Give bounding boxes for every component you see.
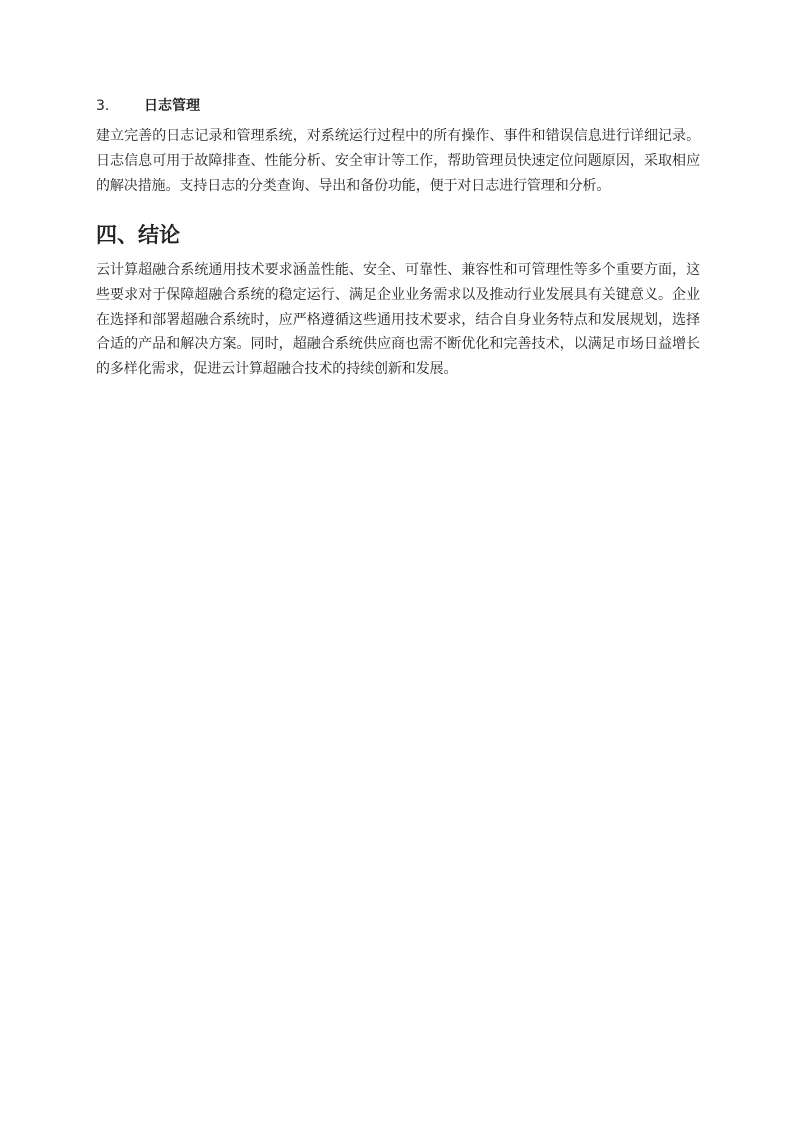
subsection-number: 3. <box>96 98 110 114</box>
subsection-heading <box>96 96 200 116</box>
subsection-title: 日志管理 <box>144 98 200 114</box>
log-management-paragraph: 建立完善的日志记录和管理系统，对系统运行过程中的所有操作、事件和错误信息进行详细记录。日志信息可用于故障排查、性能分析、安全审计等工作，帮助管理员快速定位问题原因，采取相应的解决措施。支持日志的分类查询、导出和备份功能，便于对日志进行管理和分析。 <box>96 128 700 194</box>
conclusion-paragraph: 云计算超融合系统通用技术要求涵盖性能、安全、可靠性、兼容性和可管理性等多个重要方面，这些要求对于保障超融合系统的稳定运行、满足企业业务需求以及推动行业发展具有关键意义。企业在选择和部署超融合系统时，应严格遵循这些通用技术要求，结合自身业务特点和发展规划，选择合适的产品和解决方案。同时，超融合系统供应商也需不断优化和完善技术，以满足市场日益增长的多样化需求，促进云计算超融合技术的持续创新和发展。 <box>96 262 700 378</box>
section-heading-conclusion: 四、结论 <box>96 223 180 247</box>
